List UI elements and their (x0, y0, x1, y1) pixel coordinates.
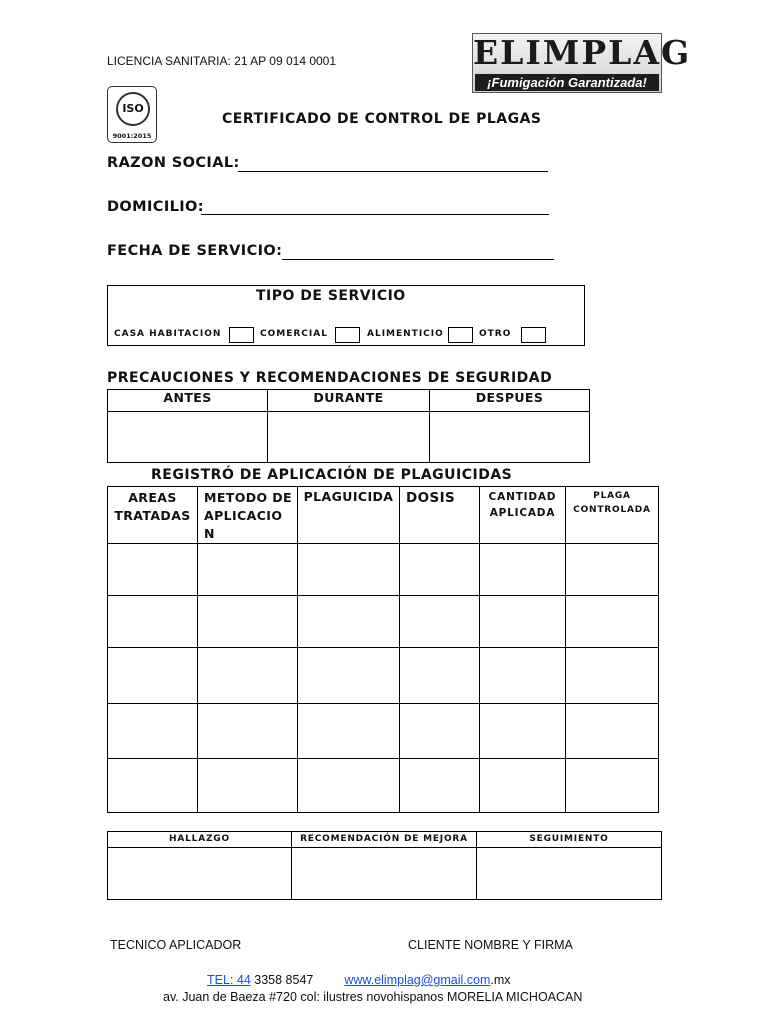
iso-label: ISO (122, 102, 144, 115)
cell-antes[interactable] (108, 412, 268, 463)
phone-link[interactable]: TEL: 44 (207, 973, 251, 987)
header-durante: DURANTE (268, 390, 430, 412)
tecnico-aplicador-label: TECNICO APLICADOR (110, 938, 242, 952)
cell-areas[interactable] (108, 759, 198, 813)
cell-despues[interactable] (430, 412, 590, 463)
header-recomendacion: RECOMENDACIÓN DE MEJORA (292, 832, 477, 848)
logo-tagline: ¡Fumigación Garantizada! (475, 74, 659, 91)
logo-name: ELIMPLAG (473, 33, 692, 72)
cell-plaguicida[interactable] (298, 648, 400, 704)
cell-dosis[interactable] (400, 596, 480, 648)
document-title: CERTIFICADO DE CONTROL DE PLAGAS (222, 111, 542, 127)
header-antes: ANTES (108, 390, 268, 412)
cell-dosis[interactable] (400, 759, 480, 813)
findings-table (107, 831, 662, 900)
cell-plaguicida[interactable] (298, 759, 400, 813)
address: av. Juan de Baeza #720 col: ilustres novohispanos MORELIA MICHOACAN (163, 990, 583, 1004)
cell-areas[interactable] (108, 544, 198, 596)
cell-plaga[interactable] (566, 759, 659, 813)
cell-cantidad[interactable] (480, 544, 566, 596)
cell-metodo[interactable] (198, 544, 298, 596)
header-areas-tratadas: AREAS TRATADAS (108, 487, 198, 544)
checkbox-otro[interactable] (521, 327, 546, 343)
domicilio-label: DOMICILIO: (107, 199, 204, 215)
cell-plaga[interactable] (566, 648, 659, 704)
cell-cantidad[interactable] (480, 596, 566, 648)
header-hallazgo: HALLAZGO (108, 832, 292, 848)
cell-seguimiento[interactable] (477, 848, 662, 900)
cell-areas[interactable] (108, 596, 198, 648)
checkbox-alimenticio[interactable] (448, 327, 473, 343)
fecha-servicio-line[interactable] (282, 259, 554, 260)
contact-line (207, 973, 511, 987)
option-comercial: COMERCIAL (260, 329, 328, 339)
registry-title: REGISTRÓ DE APLICACIÓN DE PLAGUICIDAS (151, 467, 513, 483)
cell-cantidad[interactable] (480, 759, 566, 813)
option-alimenticio: ALIMENTICIO (367, 329, 444, 339)
cell-dosis[interactable] (400, 544, 480, 596)
cliente-firma-label: CLIENTE NOMBRE Y FIRMA (408, 938, 573, 952)
cell-metodo[interactable] (198, 648, 298, 704)
cell-recomendacion[interactable] (292, 848, 477, 900)
precautions-table (107, 389, 590, 463)
header-metodo-aplicacion: METODO DE APLICACIO N (198, 487, 298, 544)
checkbox-comercial[interactable] (335, 327, 360, 343)
cell-cantidad[interactable] (480, 648, 566, 704)
cell-areas[interactable] (108, 648, 198, 704)
cell-durante[interactable] (268, 412, 430, 463)
razon-social-label: RAZON SOCIAL: (107, 155, 240, 171)
iso-globe-icon (116, 92, 150, 126)
header-despues: DESPUES (430, 390, 590, 412)
header-cantidad-aplicada: CANTIDAD APLICADA (480, 487, 566, 544)
header-plaguicida: PLAGUICIDA (298, 487, 400, 544)
iso-year: 9001:2015 (112, 132, 152, 140)
cell-plaguicida[interactable] (298, 544, 400, 596)
razon-social-line[interactable] (238, 171, 548, 172)
header-seguimiento: SEGUIMIENTO (477, 832, 662, 848)
phone-number: 3358 8547 (254, 973, 314, 987)
domicilio-line[interactable] (201, 214, 549, 215)
cell-dosis[interactable] (400, 704, 480, 759)
iso-badge (107, 86, 157, 143)
license-number: LICENCIA SANITARIA: 21 AP 09 014 0001 (107, 54, 337, 68)
cell-hallazgo[interactable] (108, 848, 292, 900)
cell-plaguicida[interactable] (298, 704, 400, 759)
header-dosis: DOSIS (400, 487, 480, 544)
cell-plaga[interactable] (566, 596, 659, 648)
cell-cantidad[interactable] (480, 704, 566, 759)
cell-metodo[interactable] (198, 759, 298, 813)
checkbox-casa-habitacion[interactable] (229, 327, 254, 343)
cell-plaga[interactable] (566, 704, 659, 759)
option-casa-habitacion: CASA HABITACION (114, 329, 222, 339)
company-logo (472, 33, 692, 93)
cell-dosis[interactable] (400, 648, 480, 704)
cell-plaguicida[interactable] (298, 596, 400, 648)
option-otro: OTRO (479, 329, 512, 339)
registry-table (107, 486, 659, 813)
cell-metodo[interactable] (198, 704, 298, 759)
email-suffix: .mx (490, 973, 511, 987)
email-link[interactable]: www.elimplag@gmail.com (344, 973, 491, 987)
precautions-title: PRECAUCIONES Y RECOMENDACIONES DE SEGURIDAD (107, 370, 553, 386)
cell-metodo[interactable] (198, 596, 298, 648)
fecha-servicio-label: FECHA DE SERVICIO: (107, 243, 283, 259)
cell-areas[interactable] (108, 704, 198, 759)
cell-plaga[interactable] (566, 544, 659, 596)
service-type-title: TIPO DE SERVICIO (256, 288, 406, 304)
header-plaga-controlada: PLAGA CONTROLADA (566, 487, 659, 544)
